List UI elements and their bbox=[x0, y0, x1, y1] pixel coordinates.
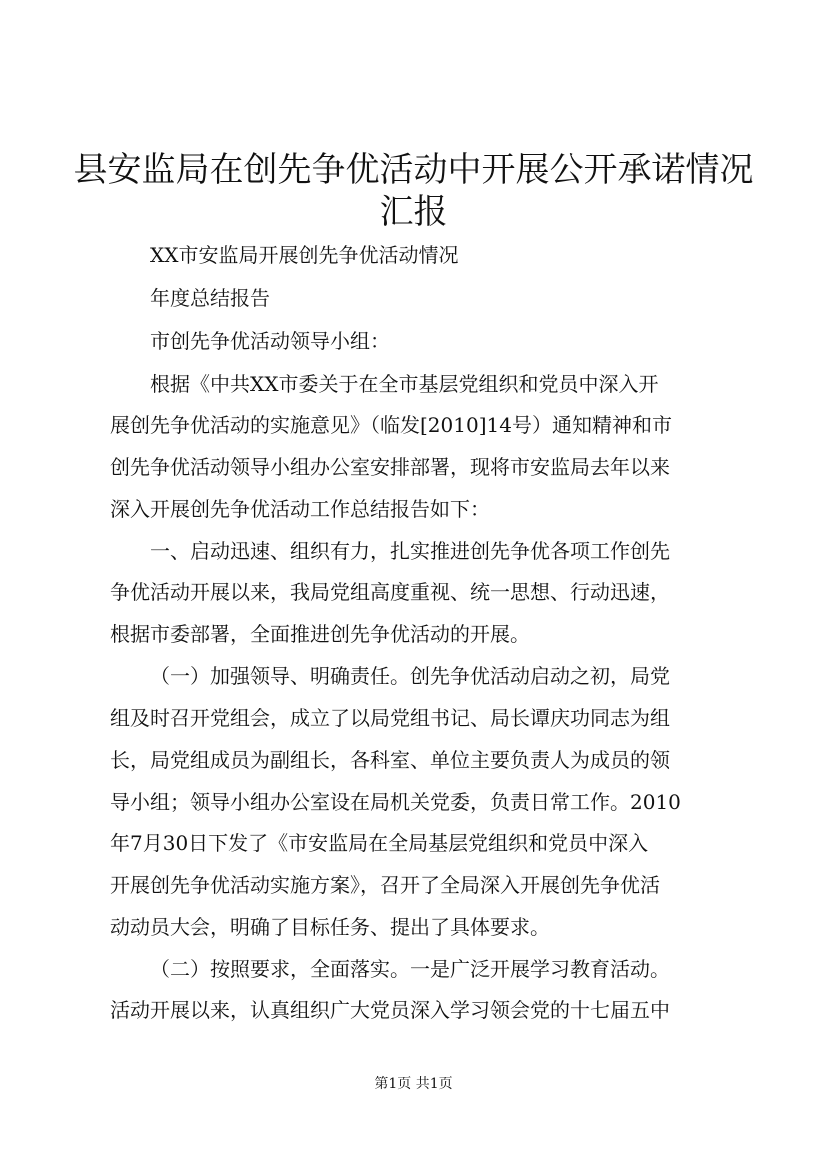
body-line-9: 争优活动开展以来，我局党组高度重视、统一思想、行动迅速， bbox=[110, 580, 670, 604]
page-footer: 第1页 共1页 bbox=[374, 1076, 453, 1092]
body-line-6: 创先争优活动领导小组办公室安排部署，现将市安监局去年以来 bbox=[110, 455, 670, 479]
body-line-18: （二）按照要求，全面落实。一是广泛开展学习教育活动。 bbox=[150, 957, 670, 981]
body-line-14: 导小组；领导小组办公室设在局机关党委，负责日常工作。2010 bbox=[110, 790, 681, 814]
body-line-15: 年7月30日下发了《市安监局在全局基层党组织和党员中深入 bbox=[110, 831, 649, 855]
document-title-line-2: 汇报 bbox=[379, 192, 448, 232]
body-line-5: 展创先争优活动的实施意见》（临发[2010]14号）通知精神和市 bbox=[110, 413, 672, 437]
body-line-8: 一、启动迅速、组织有力，扎实推进创先争优各项工作创先 bbox=[150, 539, 670, 563]
body-line-4: 根据《中共XX市委关于在全市基层党组织和党员中深入开 bbox=[150, 372, 659, 396]
body-line-3: 市创先争优活动领导小组： bbox=[150, 329, 390, 353]
body-line-13: 长，局党组成员为副组长，各科室、单位主要负责人为成员的领 bbox=[110, 748, 670, 772]
body-line-12: 组及时召开党组会，成立了以局党组书记、局长谭庆功同志为组 bbox=[110, 706, 670, 730]
document-title-line-1: 县安监局在创先争优活动中开展公开承诺情况 bbox=[73, 150, 754, 190]
body-line-19: 活动开展以来，认真组织广大党员深入学习领会党的十七届五中 bbox=[110, 998, 670, 1022]
body-line-10: 根据市委部署，全面推进创先争优活动的开展。 bbox=[110, 622, 530, 646]
body-line-7: 深入开展创先争优活动工作总结报告如下： bbox=[110, 497, 490, 521]
body-line-16: 开展创先争优活动实施方案》，召开了全局深入开展创先争优活 bbox=[110, 873, 660, 897]
body-line-11: （一）加强领导、明确责任。创先争优活动启动之初，局党 bbox=[150, 664, 670, 688]
body-line-2: 年度总结报告 bbox=[150, 286, 270, 310]
body-line-17: 动动员大会，明确了目标任务、提出了具体要求。 bbox=[110, 915, 550, 939]
body-line-1: XX市安监局开展创先争优活动情况 bbox=[150, 243, 459, 267]
